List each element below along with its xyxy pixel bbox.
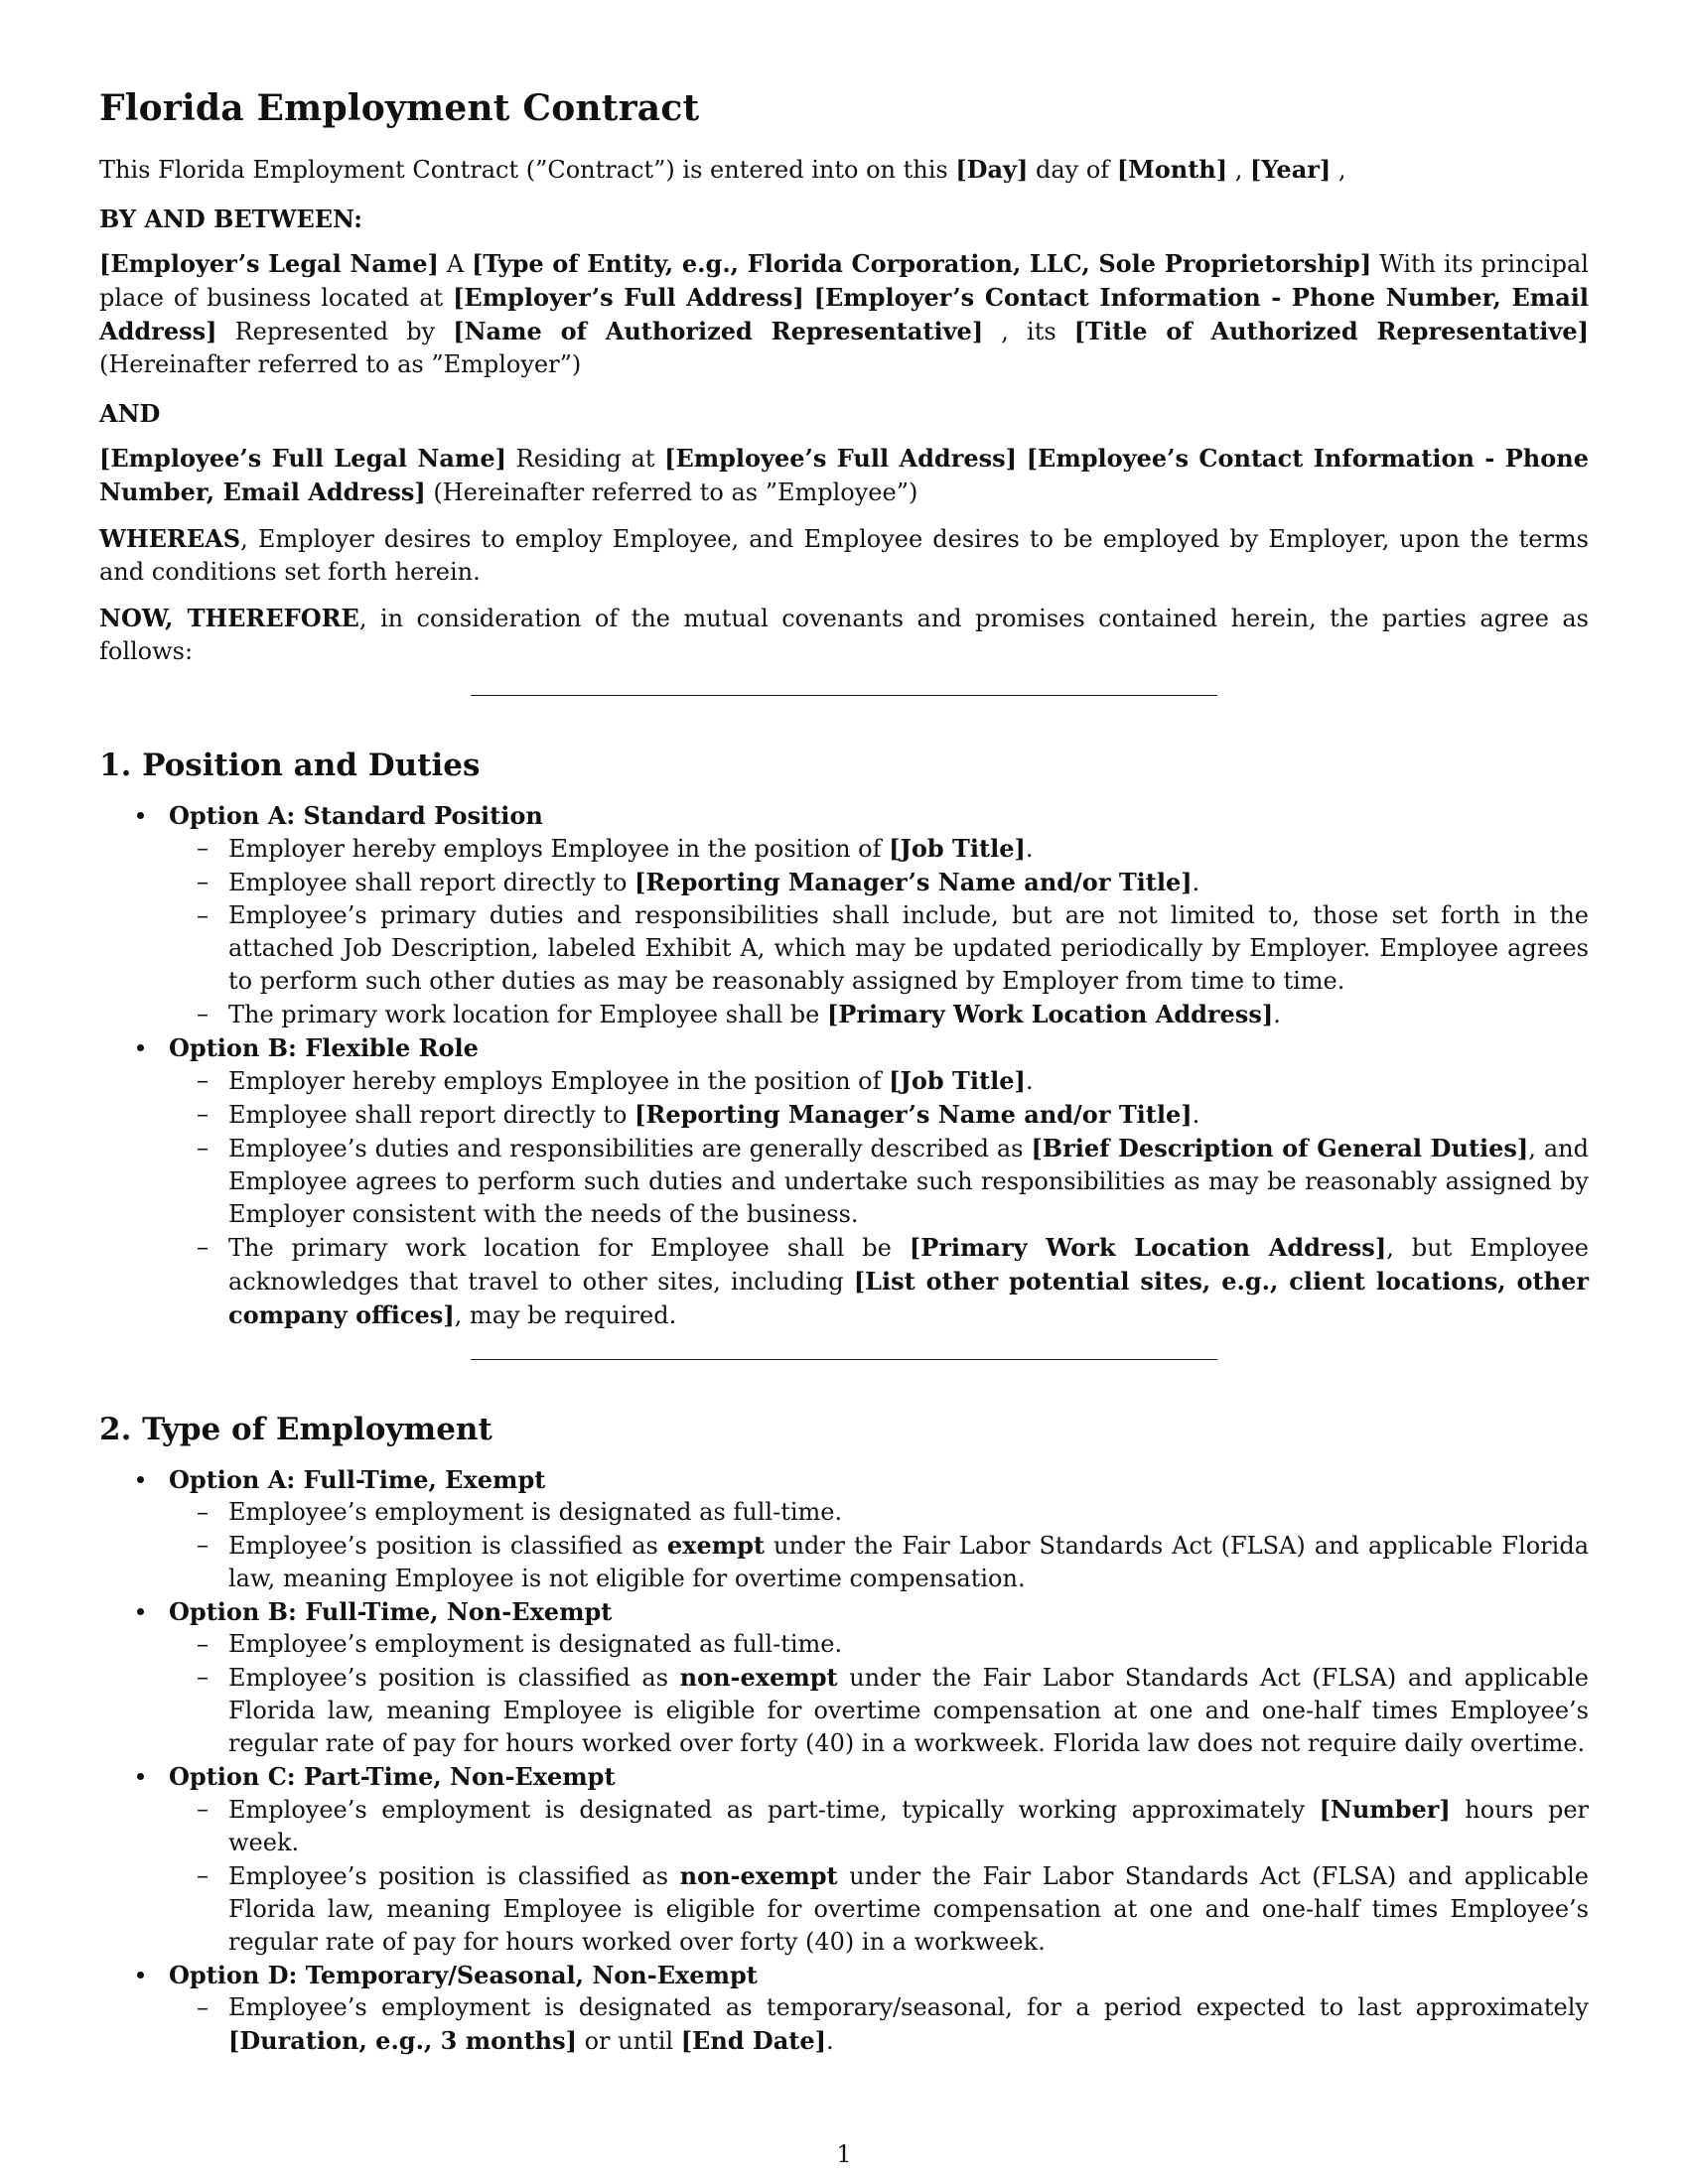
bullet-icon [137,1773,144,1780]
clause-text: . [1025,1067,1034,1095]
option-item [99,799,1589,1031]
clause-text: , may be required. [454,1301,677,1329]
field-day: [Day] [955,155,1029,184]
clause-text: Employee’s employment is designated as part-time, typically working approximately [228,1796,1320,1824]
intro-text: day of [1036,156,1117,184]
field-entity-type: [Type of Entity, e.g., Florida Corporation, LLC, Sole Proprietorship] [472,249,1372,278]
field-representative-name: [Name of Authorized Representative] [453,317,984,345]
clause-item [169,1098,1589,1132]
placeholder-field: [Brief Description of General Duties] [1031,1134,1529,1162]
option-title: Option D: Temporary/Seasonal, Non-Exempt [169,1961,758,1989]
whereas-paragraph [99,522,1589,589]
section-heading-1-position-and-duties: 1. Position and Duties [99,748,481,783]
clause-text: Employee’s primary duties and responsibilities shall include, but are not limited to, those set forth in the attached Job Description, labeled Exhibit A, which may be updated periodically by Employer. Employee agrees to perform such other duties as may be reasonably assigned by Employer from time to time. [228,901,1589,995]
clause-text: under the Fair Labor Standards Act (FLSA) and applicable Florida law, meaning Employee is not eligible for overtime compensation. [228,1532,1589,1592]
field-representative-title: [Title of Authorized Representative] [1073,317,1589,345]
clause-text: . [1192,1101,1200,1129]
dash-icon: – [197,868,209,895]
now-therefore-text: , in consideration of the mutual covenants and promises contained herein, the parties agree as follows: [99,605,1589,665]
option-item [99,1463,1589,1595]
clause-text: The primary work location for Employee shall be [228,1001,827,1028]
option-list [99,1463,1589,2058]
clause-item [169,1496,1589,1529]
bullet-icon [137,1476,144,1483]
intro-text: This Florida Employment Contract (”Contract”) is entered into on this [99,156,956,184]
by-and-between-label: BY AND BETWEEN: [99,205,362,233]
clause-text: . [1025,835,1034,863]
clause-text: Employee shall report directly to [228,869,635,896]
placeholder-field: [Reporting Manager’s Name and/or Title] [634,868,1193,896]
dash-icon: – [197,1531,209,1559]
placeholder-field: [Primary Work Location Address] [909,1233,1387,1262]
clause-list [169,1496,1589,1595]
field-employee-contact: [Employee’s Contact Information - Phone Number, Email Address] [99,444,1589,506]
contract-page [99,87,1589,2058]
bullet-icon [137,1608,144,1615]
clause-item [169,1991,1589,2058]
field-employee-address: [Employee’s Full Address] [664,444,1017,473]
placeholder-field: [Reporting Manager’s Name and/or Title] [634,1100,1193,1129]
dash-icon: – [197,1795,209,1823]
field-employer-address: [Employer’s Full Address] [453,283,804,312]
placeholder-field: [Primary Work Location Address] [826,1000,1274,1028]
whereas-text: , Employer desires to employ Employee, and Employee desires to be employed by Employer, upon the terms and conditions set forth herein. [99,525,1589,586]
field-year: [Year] [1250,155,1332,184]
clause-text: . [1192,869,1200,896]
clause-list [169,1991,1589,2058]
placeholder-field: [Duration, e.g., 3 months] [228,2026,577,2055]
clause-list [169,1628,1589,1760]
field-employer-contact: [Employer’s Contact Information - Phone Number, Email Address] [99,283,1589,345]
clause-text: under the Fair Labor Standards Act (FLSA) and applicable Florida law, meaning Employee is eligible for overtime compensation at one and one-half times Employee’s regular rate of pay for hours worked over forty (40) in a workweek. [228,1862,1589,1956]
clause-list [169,832,1589,1031]
clause-text: under the Fair Labor Standards Act (FLSA) and applicable Florida law, meaning Employee is eligible for overtime compensation at one and one-half times Employee’s regular rate of pay for hours worked over forty (40) in a workweek. Florida law does not require daily overtime. [228,1664,1589,1757]
clause-text: , but Employee acknowledges that travel to other sites, including [228,1234,1589,1296]
field-month: [Month] [1116,155,1228,184]
dash-icon: – [197,1100,209,1128]
employer-text: A [446,250,473,278]
bullet-icon [137,1044,144,1051]
placeholder-field: non-exempt [679,1663,838,1692]
clause-list [169,1793,1589,1959]
dash-icon: – [197,901,209,929]
and-label: AND [99,399,161,428]
clause-item [169,1064,1589,1098]
option-item [99,1595,1589,1760]
clause-item [169,1859,1589,1959]
placeholder-field: [Job Title] [889,834,1026,863]
dash-icon: – [197,1498,209,1526]
clause-text: Employee shall report directly to [228,1101,635,1129]
placeholder-field: [Job Title] [889,1066,1026,1095]
option-title: Option B: Flexible Role [169,1033,479,1062]
clause-text: Employee’s position is classified as [228,1862,680,1890]
clause-text: Employee’s position is classified as [228,1532,667,1560]
dash-icon: – [197,1134,209,1161]
placeholder-field: exempt [666,1531,765,1560]
whereas-keyword: WHEREAS [99,524,241,553]
employer-text: Represented by [234,318,454,345]
section-heading-2-type-of-employment: 2. Type of Employment [99,1412,492,1447]
horizontal-divider [471,695,1217,696]
clause-item [169,832,1589,866]
clause-item [169,1661,1589,1760]
clause-item [169,1132,1589,1231]
placeholder-field: [Number] [1319,1795,1451,1824]
clause-text: Employer hereby employs Employee in the position of [228,1067,890,1095]
clause-item [169,1628,1589,1661]
employee-block [99,442,1589,509]
clause-text: hours per week. [228,1796,1590,1856]
clause-text: . [1273,1001,1281,1028]
clause-text: , and Employee agrees to perform such duties and undertake such responsibilities as may be reasonably assigned by Employer consistent with the needs of the business. [228,1135,1589,1228]
clause-item [169,1793,1589,1859]
bullet-icon [137,812,144,819]
clause-text: Employer hereby employs Employee in the position of [228,835,890,863]
option-title: Option A: Full-Time, Exempt [169,1465,546,1494]
employer-block [99,247,1589,381]
bullet-icon [137,1972,144,1979]
clause-item [169,1231,1589,1332]
dash-icon: – [197,834,209,862]
option-list [99,799,1589,1332]
clause-text: Employee’s position is classified as [228,1664,680,1692]
employer-text: With its principal place of business located at [99,250,1589,312]
option-title: Option B: Full-Time, Non-Exempt [169,1597,613,1626]
now-therefore-paragraph [99,602,1589,668]
employer-text: , its [1001,318,1074,345]
intro-paragraph [99,153,1589,187]
employee-text: Residing at [515,445,665,473]
employee-text: (Hereinafter referred to as ”Employee”) [433,478,918,506]
dash-icon: – [197,1233,209,1261]
clause-text: Employee’s employment is designated as full-time. [228,1630,843,1658]
dash-icon: – [197,1663,209,1691]
clause-text: . [826,2027,834,2055]
clause-item [169,899,1589,998]
dash-icon: – [197,1000,209,1027]
dash-icon: – [197,1993,209,2021]
option-title: Option A: Standard Position [169,801,543,830]
option-item [99,1031,1589,1332]
field-employer-name: [Employer’s Legal Name] [99,249,439,278]
option-title: Option C: Part-Time, Non-Exempt [169,1762,616,1791]
placeholder-field: [End Date] [680,2026,826,2055]
dash-icon: – [197,1630,209,1658]
intro-text: , [1337,156,1346,184]
sections-container [99,695,1589,2058]
option-item [99,1959,1589,2058]
clause-item [169,866,1589,899]
clause-text: Employee’s employment is designated as full-time. [228,1498,843,1526]
clause-text: or until [576,2027,681,2055]
clause-list [169,1064,1589,1332]
clause-item [169,998,1589,1031]
document-title: Florida Employment Contract [99,87,700,129]
placeholder-field: non-exempt [679,1861,838,1890]
placeholder-field: [List other potential sites, e.g., client locations, other company offices] [228,1267,1590,1329]
horizontal-divider [471,1359,1217,1360]
dash-icon: – [197,1861,209,1889]
intro-text: , [1234,156,1251,184]
clause-item [169,1529,1589,1595]
clause-text: Employee’s employment is designated as temporary/seasonal, for a period expected to last approximately [228,1993,1589,2021]
option-item [99,1760,1589,1959]
employer-text: (Hereinafter referred to as ”Employer”) [99,350,582,378]
clause-text: Employee’s duties and responsibilities are generally described as [228,1135,1032,1162]
dash-icon: – [197,1066,209,1094]
field-employee-name: [Employee’s Full Legal Name] [99,444,506,473]
page-number: 1 [836,2140,852,2168]
clause-text: The primary work location for Employee shall be [228,1234,910,1262]
now-therefore-keyword: NOW, THEREFORE [99,604,359,632]
